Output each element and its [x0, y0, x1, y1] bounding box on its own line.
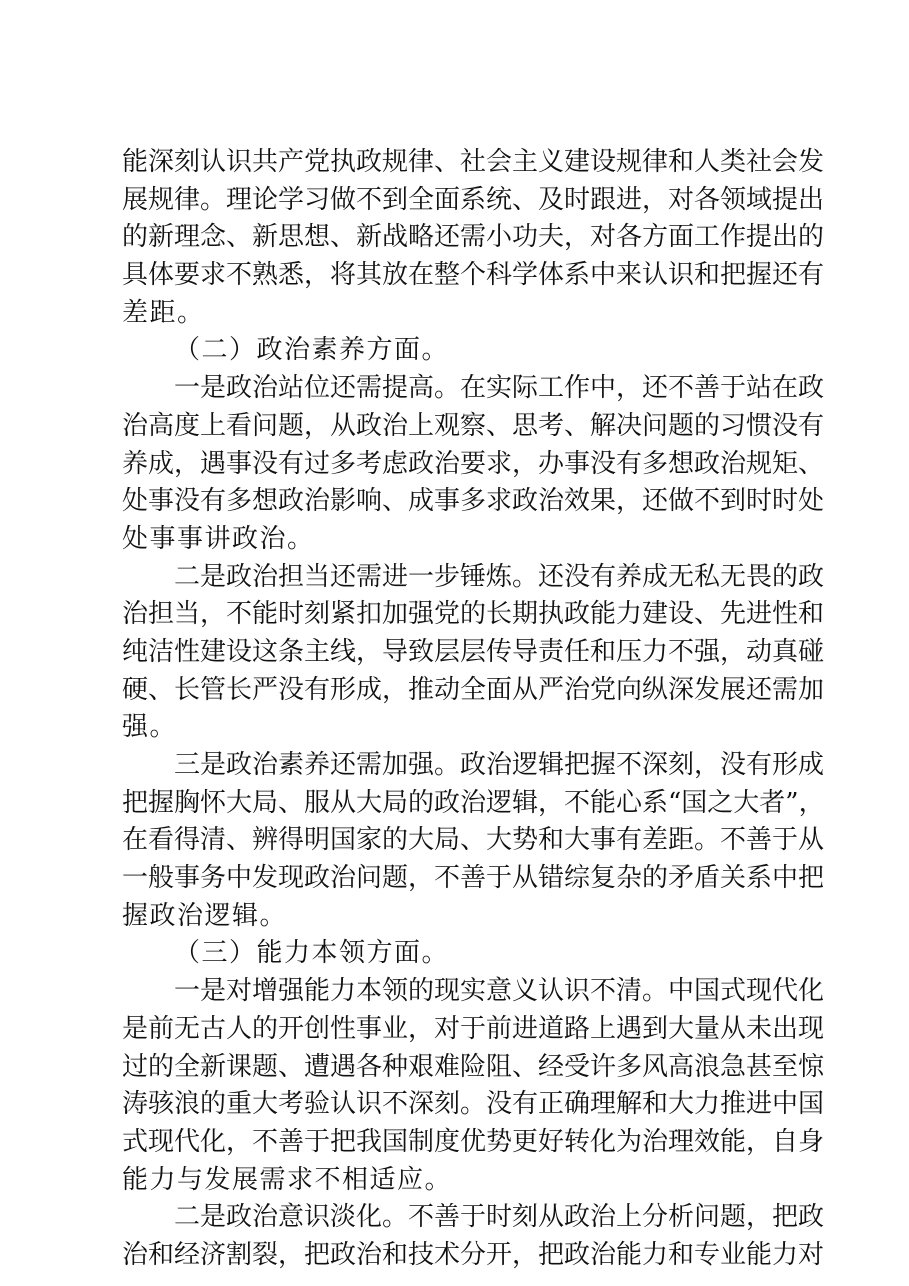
text-line: 纯洁性建设这条主线，导致层层传导责任和压力不强，动真碰 [122, 636, 825, 667]
text-line: 治高度上看问题，从政治上观察、思考、解决问题的习惯没有 [122, 410, 825, 441]
text-line: 是前无古人的开创性事业，对于前进道路上遇到大量从未出现 [122, 1013, 825, 1044]
paragraph-first-line: 二是政治担当还需进一步锤炼。还没有养成无私无畏的政 [174, 561, 825, 592]
text-line: 能深刻认识共产党执政规律、社会主义建设规律和人类社会发 [122, 147, 825, 177]
text-line: 涛骇浪的重大考验认识不深刻。没有正确理解和大力推进中国 [122, 1089, 825, 1120]
text-line: 具体要求不熟悉，将其放在整个科学体系中来认识和把握还有 [122, 260, 825, 291]
text-line: 在看得清、辨得明国家的大局、大势和大事有差距。不善于从 [122, 825, 825, 856]
text-line: 一般事务中发现政治问题，不善于从错综复杂的矛盾关系中把 [122, 863, 825, 894]
text-line: 处事事讲政治。 [122, 523, 315, 554]
text-line: 治和经济割裂，把政治和技术分开，把政治能力和专业能力对 [122, 1239, 825, 1270]
text-line: 展规律。理论学习做不到全面系统、及时跟进，对各领域提出 [122, 184, 825, 215]
paragraph-first-line: 一是对增强能力本领的现实意义认识不清。中国式现代化 [174, 976, 825, 1007]
text-line: 处事没有多想政治影响、成事多求政治效果，还做不到时时处 [122, 486, 825, 517]
text-line: 养成，遇事没有过多考虑政治要求，办事没有多想政治规矩、 [122, 448, 825, 479]
text-line: 式现代化，不善于把我国制度优势更好转化为治理效能，自身 [122, 1126, 825, 1157]
text-line: 能力与发展需求不相适应。 [122, 1164, 453, 1195]
paragraph-first-line: （三）能力本领方面。 [174, 938, 450, 969]
text-line: 的新理念、新思想、新战略还需小功夫，对各方面工作提出的 [122, 222, 825, 253]
text-line: 硬、长管长严没有形成，推动全面从严治党向纵深发展还需加 [122, 674, 825, 705]
paragraph-first-line: 三是政治素养还需加强。政治逻辑把握不深刻，没有形成 [174, 750, 825, 780]
text-line: 把握胸怀大局、服从大局的政治逻辑，不能心系“国之大者”， [122, 787, 825, 818]
paragraph-first-line: 二是政治意识淡化。不善于时刻从政治上分析问题，把政 [174, 1202, 825, 1233]
paragraph-first-line: （二）政治素养方面。 [174, 335, 450, 366]
text-line: 握政治逻辑。 [122, 900, 288, 931]
document-body [122, 144, 825, 1275]
text-line: 差距。 [122, 297, 205, 328]
text-line: 强。 [122, 712, 178, 743]
paragraph-first-line: 一是政治站位还需提高。在实际工作中，还不善于站在政 [174, 373, 825, 404]
text-line: 过的全新课题、遭遇各种艰难险阻、经受许多风高浪急甚至惊 [122, 1051, 825, 1082]
text-line: 治担当，不能时刻紧扣加强党的长期执政能力建设、先进性和 [122, 599, 825, 630]
